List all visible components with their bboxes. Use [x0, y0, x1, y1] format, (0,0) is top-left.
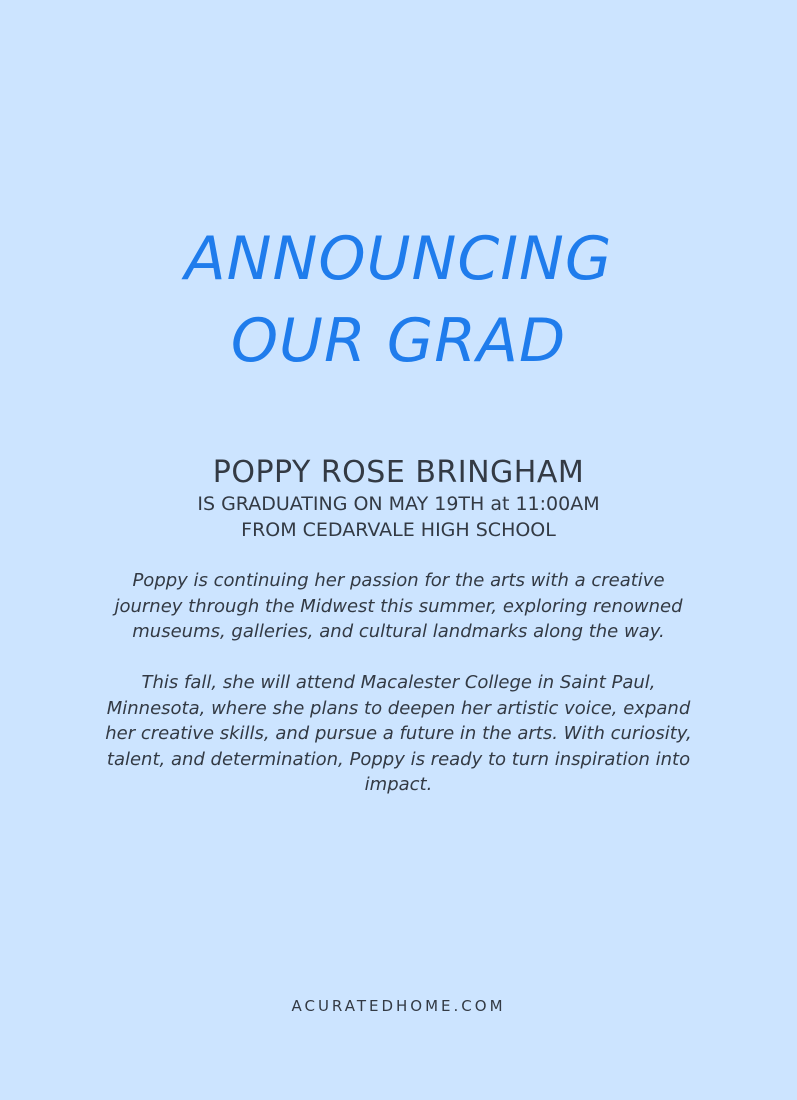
headline-line-1: ANNOUNCING: [184, 224, 613, 294]
school-line: FROM CEDARVALE HIGH SCHOOL: [241, 519, 556, 541]
graduation-date-line: IS GRADUATING ON MAY 19TH at 11:00AM: [197, 493, 600, 515]
college-plans-paragraph: This fall, she will attend Macalester College in Saint Paul, Minnesota, where she plans to deepen her artistic voice, expand her creative skills, and pursue a future in the arts. With curiosity, talent, and determination, Poppy is ready to turn inspiration into impact.: [105, 672, 692, 795]
summer-plans-paragraph: Poppy is continuing her passion for the arts with a creative journey through the Midwest this summer, exploring renowned museums, galleries, and cultural landmarks along the way.: [114, 570, 683, 642]
graduate-name: POPPY ROSE BRINGHAM: [212, 455, 585, 490]
footer-website: ACURATEDHOME.COM: [291, 997, 506, 1015]
headline-line-2: OUR GRAD: [230, 306, 567, 376]
